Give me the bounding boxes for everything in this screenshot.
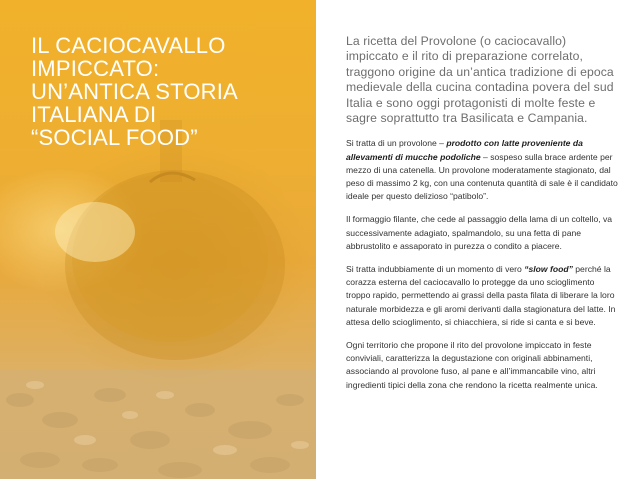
paragraph-3-text-end: perché la corazza esterna del caciocavallo lo protegge da uno scioglimento troppo rapido, permettendo ai grassi della pasta filata di liberare la loro naturale morbidezza e gli aromi derivanti dalla stagionatura del latte. In attesa dello scioglimento, si chiacchiera, si ride si canta e si beve. [346, 264, 616, 327]
title-line: IL CACIOCAVALLO [31, 33, 226, 58]
title-line: IMPICCATO: [31, 56, 160, 81]
article-body [346, 34, 618, 402]
title-line: UN’ANTICA STORIA [31, 79, 238, 104]
paragraph-3 [346, 263, 618, 329]
paragraph-1-text-end: – sospeso sulla brace ardente per mezzo di una catenella. Un provolone moderatamente stagionato, dal peso di massimo 2 kg, con una contenuta quantità di sale è il candidato ideale per questo delizioso “patibolo”. [346, 151, 618, 202]
title-line: “SOCIAL FOOD” [31, 125, 198, 150]
page-title [31, 34, 281, 149]
paragraph-2: Il formaggio filante, che cede al passaggio della lama di un coltello, va successivamente adagiato, spalmandolo, su una fetta di pane abbrustolito e assaporato in purezza o condito a piacere. [346, 214, 613, 251]
paragraph-1-text-start: Si tratta di un provolone – [346, 138, 447, 149]
cover-photo-panel [0, 0, 316, 479]
paragraph-3-highlight: “slow food” [524, 264, 573, 275]
paragraph-1-highlight: prodotto con latte proveniente da allevamenti di mucche podoliche [346, 138, 583, 162]
paragraph-1 [346, 137, 618, 203]
paragraph-4: Ogni territorio che propone il rito del provolone impiccato in feste conviviali, caratterizza la degustazione con originali abbinamenti, associando al provolone fuso, al pane e all’immancabile vino, altri ingredienti tipici della zona che rendono la ricetta realmente unica. [346, 340, 598, 390]
title-line: ITALIANA DI [31, 102, 157, 127]
paragraph-3-text-start: Si tratta indubbiamente di un momento di vero [346, 264, 525, 275]
intro-paragraph: La ricetta del Provolone (o caciocavallo) impiccato e il rito di preparazione correlato, traggono origine da un’antica tradizione di epoca medievale della cucina contadina povera del sud Italia e sono oggi protagonisti di molte feste e sagre soprattutto tra Basilicata e Campania. [346, 34, 614, 126]
